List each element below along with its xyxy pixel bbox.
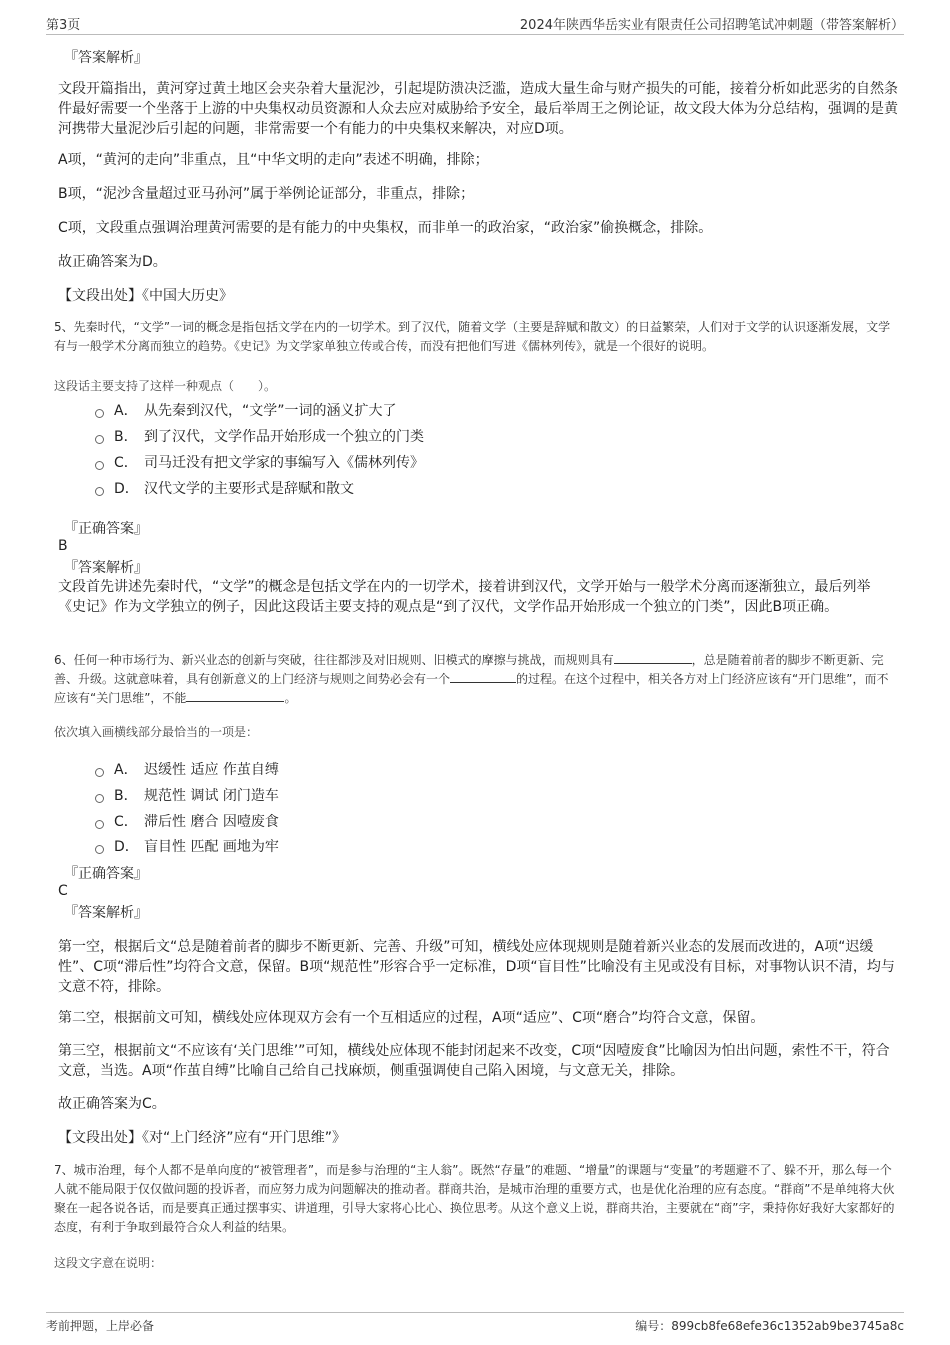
fill-blank-2[interactable] [450, 670, 516, 683]
page-footer [46, 1312, 904, 1335]
option-label: B． [114, 788, 138, 804]
footer-slogan: 考前押题，上岸必备 [46, 1319, 155, 1333]
question-5-option-b[interactable] [95, 426, 424, 446]
question-7-prompt: 这段文字意在说明： [54, 1256, 163, 1270]
analysis-tag: 『答案解析』 [64, 50, 148, 66]
radio-icon[interactable] [95, 845, 104, 854]
radio-icon[interactable] [95, 461, 104, 470]
analysis-option-a: A项，“黄河的走向”非重点，且“中华文明的走向”表述不明确，排除； [58, 152, 489, 168]
question-6-analysis-blank-2: 第二空，根据前文可知，横线处应体现双方会有一个互相适应的过程，A项“适应”、C项“磨合”均符合文意，保留。 [58, 1010, 765, 1026]
question-7-stem: 7、城市治理，每个人都不是单向度的“被管理者”，而是参与治理的“主人翁”。既然“存量”的难题、“增量”的课题与“变量”的考题避不了、躲不开，那么每一个人就不能局限于仅仅做问题的投诉者，而应努力成为问题解决的推动者。群商共治，是城市治理的重要方式，也是优化治理的应有态度。“群商”不是单纯将大伙聚在一起各说各话，而是要真正通过摆事实、讲道理，引导大家将心比心、换位思考。从这个意义上说，群商共治，主要就在“商”字，秉持你好我好大家都好的态度，有利于争取到最符合众人利益的结果。 [54, 1163, 895, 1234]
question-6-stem: 6、任何一种市场行为、新兴业态的创新与突破，往往都涉及对旧规则、旧模式的摩擦与挑战，而规则具有 ，总是随着前者的脚步不断更新、完善、升级。这就意味着，具有创新意义的上门经济与规则之间势必会有一个 的过程。在这个过程中，相关各方对上门经济应该有“开门思维”，而不应该有“关门思维”，不能 。 [54, 653, 889, 705]
text-source: 【文段出处】《对“上门经济”应有“开门思维”》 [58, 1130, 347, 1146]
option-label: D． [114, 839, 139, 855]
option-text: 盲目性 匹配 画地为牢 [144, 839, 279, 855]
option-text: 滞后性 磨合 因噎废食 [144, 814, 279, 830]
radio-icon[interactable] [95, 487, 104, 496]
question-5-option-d[interactable] [95, 478, 354, 498]
document-title: 2024年陕西华岳实业有限责任公司招聘笔试冲刺题（带答案解析） [519, 18, 904, 33]
question-6-option-c[interactable] [95, 811, 279, 831]
option-text: 到了汉代，文学作品开始形成一个独立的门类 [144, 429, 424, 445]
option-label: C． [114, 455, 138, 471]
option-text: 从先秦到汉代，“文学”一词的涵义扩大了 [144, 403, 397, 419]
fill-blank-3[interactable] [186, 689, 284, 702]
question-5-prompt: 这段话主要支持了这样一种观点（ ）。 [54, 379, 277, 393]
question-6-option-b[interactable] [95, 785, 279, 805]
radio-icon[interactable] [95, 820, 104, 829]
analysis-conclusion: 故正确答案为D。 [58, 254, 167, 270]
answer-tag: 『正确答案』 [64, 866, 148, 882]
analysis-option-c: C项，文段重点强调治理黄河需要的是有能力的中央集权，而非单一的政治家，“政治家”偷换概念，排除。 [58, 220, 713, 236]
radio-icon[interactable] [95, 768, 104, 777]
radio-icon[interactable] [95, 409, 104, 418]
analysis-conclusion: 故正确答案为C。 [58, 1096, 166, 1112]
option-label: A． [114, 762, 138, 778]
analysis-option-b: B项，“泥沙含量超过亚马孙河”属于举例论证部分，非重点，排除； [58, 186, 475, 202]
analysis-tag: 『答案解析』 [64, 905, 148, 921]
option-label: D． [114, 481, 139, 497]
text-source: 【文段出处】《中国大历史》 [58, 288, 233, 304]
option-text: 规范性 调试 闭门造车 [144, 788, 279, 804]
question-5-answer: B [58, 538, 68, 554]
analysis-paragraph: 文段开篇指出，黄河穿过黄土地区会夹杂着大量泥沙，引起堤防溃决泛滥，造成大量生命与财产损失的可能，接着分析如此恶劣的自然条件最好需要一个坐落于上游的中央集权动员资源和人众去应对威胁给予安全，最后举周王之例论证，故文段大体为分总结构，强调的是黄河携带大量泥沙后引起的问题，非常需要一个有能力的中央集权来解决，对应D项。 [58, 81, 898, 137]
question-5-option-a[interactable] [95, 400, 397, 420]
analysis-tag: 『答案解析』 [64, 560, 148, 576]
document-id: 编号：899cb8fe68efe36c1352ab9be3745a8c [635, 1319, 904, 1333]
fill-blank-1[interactable] [614, 651, 692, 664]
option-label: C． [114, 814, 138, 830]
answer-tag: 『正确答案』 [64, 521, 148, 537]
question-6-analysis-blank-3: 第三空，根据前文“不应该有‘关门思维’”可知，横线处应体现不能封闭起来不改变，C项“因噎废食”比喻因为怕出问题，索性不干，符合文意，当选。A项“作茧自缚”比喻自己给自己找麻烦，侧重强调使自己陷入困境，与文意无关，排除。 [58, 1043, 890, 1079]
radio-icon[interactable] [95, 435, 104, 444]
question-6-option-a[interactable] [95, 759, 279, 779]
option-label: B． [114, 429, 138, 445]
option-text: 司马迁没有把文学家的事编写入《儒林列传》 [144, 455, 424, 471]
page-number: 第3页 [46, 18, 81, 33]
option-text: 汉代文学的主要形式是辞赋和散文 [144, 481, 354, 497]
radio-icon[interactable] [95, 794, 104, 803]
question-6-prompt: 依次填入画横线部分最恰当的一项是： [54, 725, 259, 739]
page-header [46, 14, 904, 35]
option-label: A． [114, 403, 138, 419]
question-6-analysis-blank-1: 第一空，根据后文“总是随着前者的脚步不断更新、完善、升级”可知，横线处应体现规则是随着新兴业态的发展而改进的，A项“迟缓性”、C项“滞后性”均符合文意，保留。B项“规范性”形容合乎一定标准，D项“盲目性”比喻没有主见或没有目标，对事物认识不清，均与文意不符，排除。 [58, 939, 895, 995]
question-5-analysis: 文段首先讲述先秦时代，“文学”的概念是包括文学在内的一切学术，接着讲到汉代，文学开始与一般学术分离而逐渐独立，最后列举《史记》作为文学独立的例子，因此这段话主要支持的观点是“到了汉代，文学作品开始形成一个独立的门类”，因此B项正确。 [58, 579, 871, 615]
question-5-option-c[interactable] [95, 452, 424, 472]
question-6-option-d[interactable] [95, 836, 279, 856]
question-6-answer: C [58, 883, 68, 899]
question-5-stem: 5、先秦时代，“文学”一词的概念是指包括文学在内的一切学术。到了汉代，随着文学（主要是辞赋和散文）的日益繁荣，人们对于文学的认识逐渐发展，文学有与一般学术分离而独立的趋势。《史记》为文学家单独立传或合传，而没有把他们写进《儒林列传》，就是一个很好的说明。 [54, 320, 891, 353]
option-text: 迟缓性 适应 作茧自缚 [144, 762, 279, 778]
